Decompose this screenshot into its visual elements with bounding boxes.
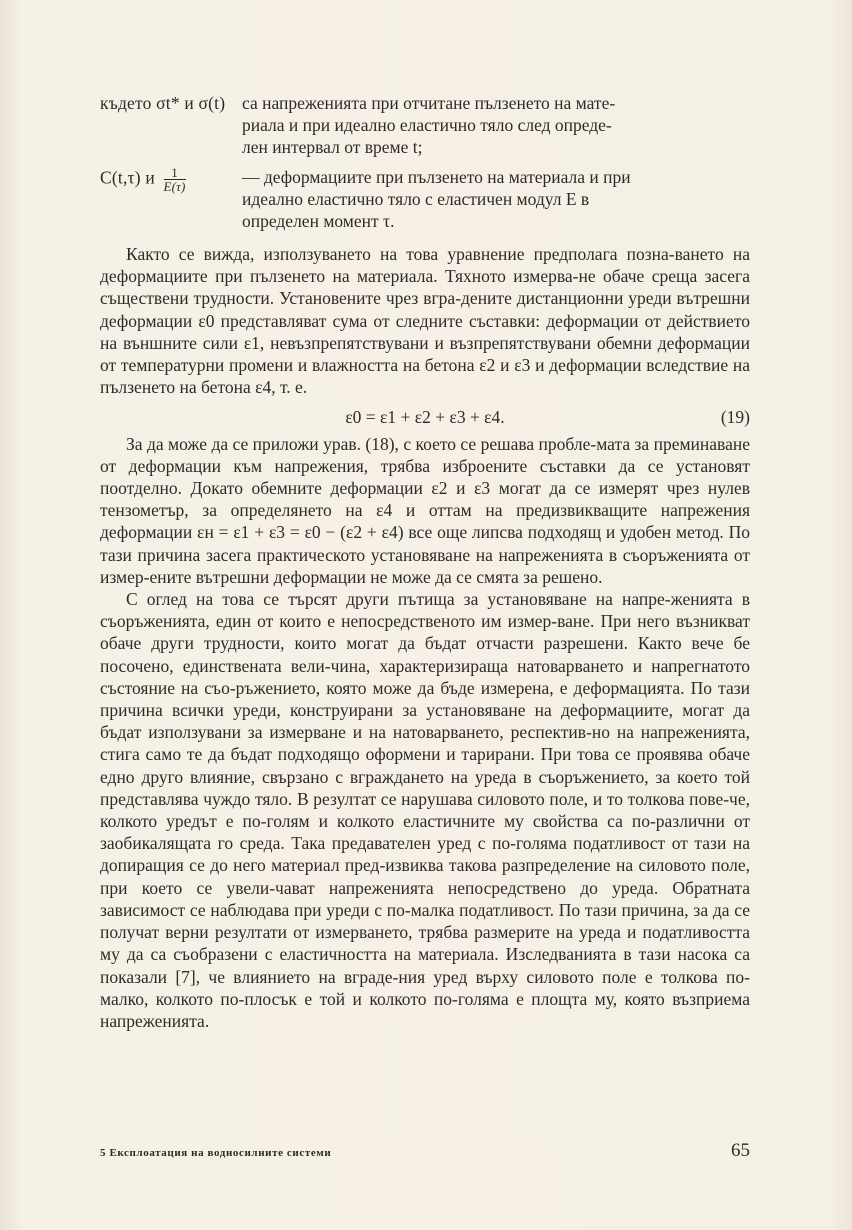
fraction-numerator: 1 <box>164 166 186 180</box>
running-footer: 5 Експлоатация на водносилните системи <box>100 1147 332 1159</box>
page-footer <box>100 1140 750 1162</box>
definitions-block <box>100 92 760 232</box>
equation-text: ε0 = ε1 + ε2 + ε3 + ε4. <box>345 407 505 428</box>
fraction <box>164 166 186 193</box>
body-text <box>100 243 750 1032</box>
paragraph-3: С оглед на това се търсят други пътища за установяване на напре-женията в съоръженията, един от които е непосредственото им измер-ване. При него възникват обаче други трудности, които могат да бъдат отчасти разрешени. Както вече бе посочено, единствената вели-чина, характеризираща натоварването и напрегнатото състояние на съо-ръжението, която може да бъде измерена, е деформацията. По тази причина всички уреди, конструирани за установяване на деформациите, могат да бъдат използувани за измерване и на натоварването, респектив-но на напреженията, стига само те да бъдат подходящо оформени и тарирани. При това се проявява обаче едно друго влияние, свързано с вграждането на уреда в съоръжението, за което той представлява чуждо тяло. В резултат се нарушава силовото поле, и то толкова пове-че, колкото уредът е по-голям и колкото еластичните му свойства са по-различни от заобикалящата го среда. Така предавателен уред с по-голяма податливост от тази на допиращия се до него материал пред-извиква такова разпределение на силовото поле, при което се увели-чават напреженията непосредствено до уреда. Обратната зависимост се наблюдава при уреди с по-малка податливост. По тази причина, за да се получат верни резултати от измерването, трябва размерите на уреда и податливостта му да са съобразени с еластичността на материала. Изследванията в тази насока са показали [7], че влиянието на вграде-ния уред върху силовото поле е толкова по-малко, колкото по-плосък е той и колкото по-голяма е площта му, която възприема напреженията. <box>100 589 750 1031</box>
paragraph-2: За да може да се приложи урав. (18), с което се решава пробле-мата за преминаване от деформации към напрежения, трябва изброените съставки да се установят поотделно. Докато обемните деформации ε2 и ε3 могат да се измерят чрез нулев тензометър, за определянето на ε4 и оттам на предизвикващите напрежения деформации εн = ε1 + ε3 = ε0 − (ε2 + ε4) все още липсва подходящ и удобен метод. По тази причина засега практическото установяване на напреженията в съоръженията от измер-ените вътрешни деформации не може да се смята за решено. <box>100 433 750 587</box>
definition-deformation <box>100 166 760 232</box>
equation-number: (19) <box>720 407 750 428</box>
definition-line: — деформациите при пълзенето на материала и при <box>242 167 631 187</box>
definition-line: са напреженията при отчитане пълзенето на мате- <box>242 93 616 113</box>
paragraph-1: Както се вижда, използуването на това уравнение предполага позна-ването на деформациите при пълзенето на материала. Тяхното измерва-не обаче среща засега съществени трудности. Установените чрез вгра-дените дистанционни уреди вътрешни деформации ε0 представляват сума от следните съставки: деформации от действието на външните сили ε1, невъзпрепятствувани и възпрепятствувани обемни деформации от температурни промени и влажността на бетона ε2 и ε3 и деформации вследствие на пълзенето на бетона ε4, т. е. <box>100 244 750 398</box>
definition-line: определен момент τ. <box>242 211 395 231</box>
definition-line: идеално еластично тяло с еластичен модул E в <box>242 189 590 209</box>
fraction-denominator: E(τ) <box>163 179 186 194</box>
definition-symbol <box>100 166 242 232</box>
definition-sigma <box>100 92 760 158</box>
definition-line: лен интервал от време t; <box>242 137 423 157</box>
definition-line: риала и при идеално еластично тяло след опреде- <box>242 115 612 135</box>
page-number: 65 <box>731 1140 750 1161</box>
definition-symbol-text: C(t,τ) и <box>100 167 155 188</box>
definition-symbol: където σt* и σ(t) <box>100 93 226 113</box>
definition-text <box>242 92 760 158</box>
equation-19 <box>100 406 750 428</box>
definition-text <box>242 166 760 232</box>
